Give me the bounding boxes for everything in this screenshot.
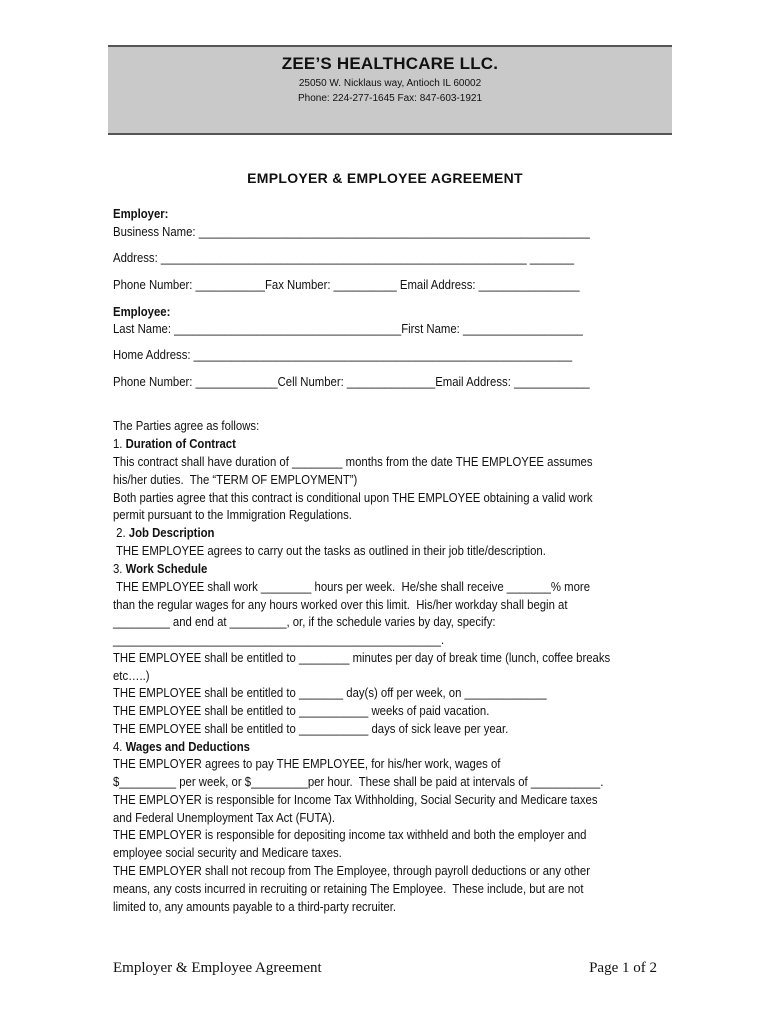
company-phone-fax: Phone: 224-277-1645 Fax: 847-603-1921 <box>297 93 483 104</box>
section-number: 3. <box>113 561 126 576</box>
body-line: THE EMPLOYER is responsible for Income Tax Withholding, Social Security and Medicare taxes <box>113 792 598 807</box>
company-address: 25050 W. Nicklaus way, Antioch IL 60002 <box>298 78 482 89</box>
body-line: means, any costs incurred in recruiting or retaining The Employee. These include, but are not <box>113 881 584 896</box>
section-title: Wages and Deductions <box>125 739 250 754</box>
section-title: Duration of Contract <box>125 436 236 451</box>
body-line: Both parties agree that this contract is conditional upon THE EMPLOYEE obtaining a valid work <box>113 490 593 505</box>
body-line: THE EMPLOYER shall not recoup from The Employee, through payroll deductions or any other <box>113 863 591 878</box>
document-title: EMPLOYER & EMPLOYEE AGREEMENT <box>247 170 523 186</box>
section-number: 4. <box>113 739 126 754</box>
body-line: THE EMPLOYEE shall be entitled to ___________ days of sick leave per year. <box>113 721 509 736</box>
company-name: ZEE’S HEALTHCARE LLC. <box>281 54 499 73</box>
employer-address-field: Address: __________________________________________________________ _______ <box>113 250 575 265</box>
body-line: etc…..) <box>113 668 150 683</box>
body-line: his/her duties. The “TERM OF EMPLOYMENT”) <box>113 472 358 487</box>
employer-business-name-field: Business Name: ______________________________________________________________ <box>113 224 590 239</box>
body-line: This contract shall have duration of ________ months from the date THE EMPLOYEE assumes <box>113 454 593 469</box>
footer-document-name: Employer & Employee Agreement <box>113 960 322 976</box>
body-line: THE EMPLOYEE shall be entitled to ________ minutes per day of break time (lunch, coffee breaks <box>113 650 611 665</box>
body-line: than the regular wages for any hours worked over this limit. His/her workday shall begin at <box>113 597 568 612</box>
body-line: $_________ per week, or $_________per hour. These shall be paid at intervals of ___________. <box>113 774 604 789</box>
body-line: THE EMPLOYEE agrees to carry out the tasks as outlined in their job title/description. <box>113 543 546 558</box>
terms-intro: The Parties agree as follows: <box>113 418 260 433</box>
body-line: THE EMPLOYER agrees to pay THE EMPLOYEE, for his/her work, wages of <box>113 756 501 771</box>
footer-page-number: Page 1 of 2 <box>589 960 657 976</box>
letterhead <box>108 45 672 135</box>
employer-heading: Employer: <box>113 206 169 221</box>
body-line: _________ and end at _________, or, if the schedule varies by day, specify: <box>113 614 496 629</box>
body-line: ____________________________________________________. <box>113 632 445 647</box>
body-line: permit pursuant to the Immigration Regulations. <box>113 507 352 522</box>
section-title: Work Schedule <box>125 561 208 576</box>
employee-contact-fields: Phone Number: _____________Cell Number: ______________Email Address: ____________ <box>113 374 590 389</box>
employee-heading: Employee: <box>113 304 171 319</box>
section-number: 1. <box>113 436 126 451</box>
body-line: employee social security and Medicare taxes. <box>113 845 342 860</box>
section-heading <box>113 435 595 453</box>
section-heading <box>113 524 595 542</box>
body-line: THE EMPLOYEE shall be entitled to ___________ weeks of paid vacation. <box>113 703 490 718</box>
body-line: limited to, any amounts payable to a third-party recruiter. <box>113 899 397 914</box>
body-line: THE EMPLOYEE shall be entitled to _______ day(s) off per week, on _____________ <box>113 685 547 700</box>
body-line: THE EMPLOYER is responsible for depositing income tax withheld and both the employer and <box>113 827 587 842</box>
employer-contact-fields: Phone Number: ___________Fax Number: __________ Email Address: ________________ <box>113 277 580 292</box>
section-number: 2. <box>113 525 129 540</box>
section-heading <box>113 560 595 578</box>
section-title: Job Description <box>128 525 215 540</box>
section-heading <box>113 738 595 756</box>
employee-home-address-field: Home Address: ____________________________________________________________ <box>113 347 573 362</box>
employee-name-fields: Last Name: ____________________________________First Name: ___________________ <box>113 321 583 336</box>
body-line: and Federal Unemployment Tax Act (FUTA). <box>113 810 336 825</box>
body-line: THE EMPLOYEE shall work ________ hours per week. He/she shall receive _______% more <box>113 579 591 594</box>
